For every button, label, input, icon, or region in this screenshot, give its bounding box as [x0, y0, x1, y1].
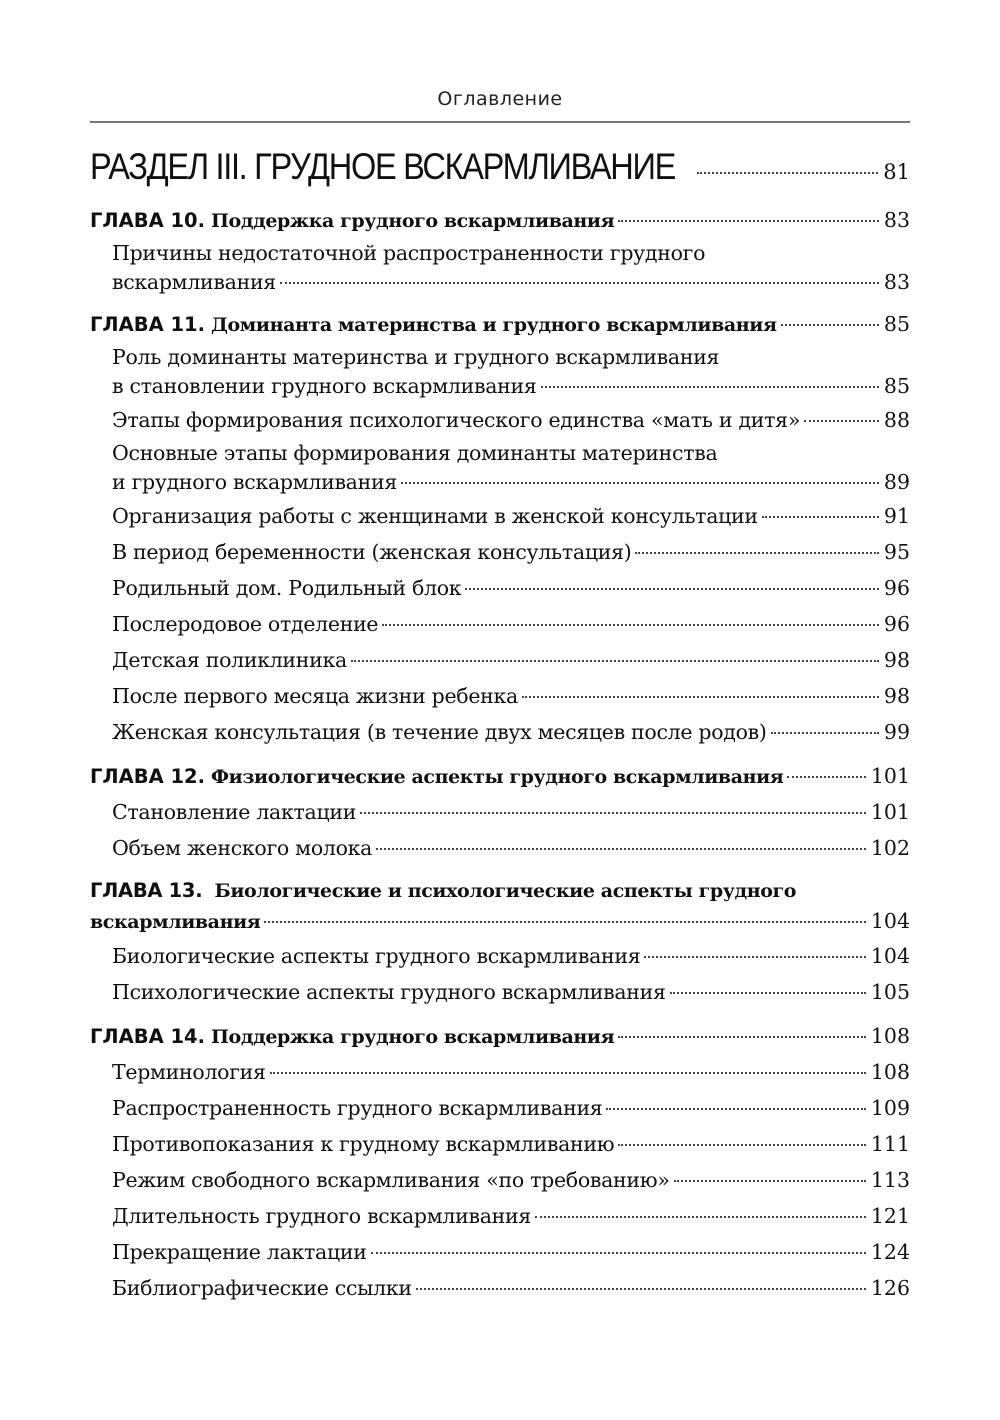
toc-subentry[interactable]	[90, 342, 910, 402]
toc-subentry[interactable]	[90, 498, 910, 534]
chapter-label: ГЛАВА 11.	[90, 313, 206, 336]
chapter-label: ГЛАВА 14.	[90, 1025, 206, 1048]
toc-subentry[interactable]	[90, 1054, 910, 1090]
toc-subentry[interactable]	[90, 830, 910, 866]
toc-subentry[interactable]	[90, 238, 910, 298]
page-number: 96	[883, 612, 910, 636]
page-number: 83	[883, 270, 910, 294]
entry-title-line1: Причины недостаточной распространенности грудного	[112, 241, 706, 265]
entry-title-line2: вскармливания	[112, 270, 276, 294]
entry-title: Женская консультация (в течение двух месяцев после родов)	[112, 720, 767, 744]
dot-leader	[541, 386, 879, 388]
dot-leader	[535, 1216, 866, 1218]
entry-title: Послеродовое отделение	[112, 612, 379, 636]
entry-title-line2: и грудного вскармливания	[112, 470, 397, 494]
page-number: 111	[870, 1132, 910, 1156]
toc-chapter-entry[interactable]	[90, 874, 910, 938]
section-title: РАЗДЕЛ III. ГРУДНОЕ ВСКАРМЛИВАНИЕ	[90, 146, 675, 187]
page-number: 85	[883, 374, 910, 398]
entry-title-line1: Роль доминанты материнства и грудного вскармливания	[112, 345, 720, 369]
dot-leader	[382, 624, 879, 626]
toc-subentry[interactable]	[90, 1234, 910, 1270]
entry-title: Распространенность грудного вскармливания	[112, 1096, 603, 1120]
toc-subentry[interactable]	[90, 1198, 910, 1234]
toc-chapter-entry[interactable]	[90, 1018, 910, 1054]
dot-leader	[644, 956, 865, 958]
toc-subentry[interactable]	[90, 1090, 910, 1126]
dot-leader	[376, 848, 866, 850]
page-number: 98	[883, 648, 910, 672]
chapter-title: Доминанта материнства и грудного вскармливания	[211, 314, 777, 336]
toc-subentry[interactable]	[90, 570, 910, 606]
page-number: 85	[883, 312, 910, 336]
dot-leader	[762, 516, 879, 518]
entry-title: Этапы формирования психологического единства «мать и дитя»	[112, 408, 801, 432]
toc-subentry[interactable]	[90, 974, 910, 1010]
chapter-label: ГЛАВА 12.	[90, 765, 206, 788]
toc-subentry[interactable]	[90, 642, 910, 678]
entry-title: Биологические аспекты грудного вскармливания	[112, 944, 641, 968]
entry-title: В период беременности (женская консультация)	[112, 540, 632, 564]
entry-title: Терминология	[112, 1060, 266, 1084]
toc-chapter-entry[interactable]	[90, 202, 910, 238]
page-number: 126	[870, 1276, 910, 1300]
page-number: 124	[870, 1240, 910, 1264]
page-number: 113	[870, 1168, 910, 1192]
page-number: 98	[883, 684, 910, 708]
page-number: 96	[883, 576, 910, 600]
entry-title: Родильный дом. Родильный блок	[112, 576, 462, 600]
entry-title: Организация работы с женщинами в женской консультации	[112, 504, 758, 528]
entry-title: После первого месяца жизни ребенка	[112, 684, 518, 708]
page-number: 99	[883, 720, 910, 744]
dot-leader	[804, 420, 879, 422]
dot-leader	[270, 1072, 866, 1074]
page-number: 104	[870, 944, 910, 968]
table-of-contents	[90, 140, 910, 1306]
entry-title: Прекращение лактации	[112, 1240, 367, 1264]
entry-title-line1: Основные этапы формирования доминанты материнства	[112, 441, 718, 465]
dot-leader	[465, 588, 879, 590]
page-number: 108	[870, 1060, 910, 1084]
page-number: 95	[883, 540, 910, 564]
dot-leader	[371, 1252, 866, 1254]
dot-leader	[280, 282, 879, 284]
page-number: 109	[870, 1096, 910, 1120]
page-number: 108	[870, 1024, 910, 1048]
dot-leader	[618, 220, 879, 222]
page-number: 88	[883, 408, 910, 432]
dot-leader	[697, 172, 879, 174]
toc-subentry[interactable]	[90, 606, 910, 642]
entry-title: Библиографические ссылки	[112, 1276, 412, 1300]
toc-subentry[interactable]	[90, 1162, 910, 1198]
toc-subentry[interactable]	[90, 1270, 910, 1306]
toc-chapter-entry[interactable]	[90, 758, 910, 794]
toc-subentry[interactable]	[90, 534, 910, 570]
page-number: 102	[870, 836, 910, 860]
dot-leader	[360, 812, 866, 814]
entry-title-line2: в становлении грудного вскармливания	[112, 374, 537, 398]
chapter-label: ГЛАВА 10.	[90, 209, 206, 232]
dot-leader	[635, 552, 878, 554]
dot-leader	[351, 660, 879, 662]
entry-title: Противопоказания к грудному вскармливанию	[112, 1132, 615, 1156]
chapter-title: Физиологические аспекты грудного вскармливания	[211, 766, 784, 788]
dot-leader	[771, 732, 879, 734]
dot-leader	[416, 1288, 866, 1290]
toc-subentry[interactable]	[90, 938, 910, 974]
toc-subentry[interactable]	[90, 402, 910, 438]
entry-title: Становление лактации	[112, 800, 357, 824]
chapter-title: Поддержка грудного вскармливания	[211, 210, 615, 232]
dot-leader	[618, 1036, 866, 1038]
toc-subentry[interactable]	[90, 1126, 910, 1162]
page-number: 121	[870, 1204, 910, 1228]
dot-leader	[618, 1144, 866, 1146]
entry-title: Детская поликлиника	[112, 648, 347, 672]
dot-leader	[787, 776, 865, 778]
dot-leader	[674, 1180, 866, 1182]
page-number: 91	[883, 504, 910, 528]
page-number: 104	[870, 909, 910, 933]
dot-leader	[606, 1108, 865, 1110]
page-number: 101	[870, 800, 910, 824]
entry-title: Объем женского молока	[112, 836, 373, 860]
page-number: 105	[870, 980, 910, 1004]
dot-leader	[670, 992, 866, 994]
toc-subentry[interactable]	[90, 794, 910, 830]
toc-chapter-entry[interactable]	[90, 306, 910, 342]
dot-leader	[522, 696, 879, 698]
page-number: 81	[883, 160, 910, 184]
toc-subentry[interactable]	[90, 714, 910, 750]
running-head: Оглавление	[437, 88, 563, 110]
entry-title: Длительность грудного вскармливания	[112, 1204, 531, 1228]
chapter-title-line1: Биологические и психологические аспекты грудного	[214, 880, 797, 902]
header-rule	[90, 121, 910, 123]
dot-leader	[264, 921, 865, 923]
dot-leader	[401, 482, 879, 484]
chapter-title-line2: вскармливания	[90, 911, 261, 933]
entry-title: Психологические аспекты грудного вскармливания	[112, 980, 666, 1004]
page-number: 101	[870, 764, 910, 788]
page-number: 89	[883, 470, 910, 494]
entry-title: Режим свободного вскармливания «по требованию»	[112, 1168, 670, 1192]
chapter-title: Поддержка грудного вскармливания	[211, 1026, 615, 1048]
chapter-label: ГЛАВА 13.	[90, 879, 203, 902]
dot-leader	[781, 324, 879, 326]
toc-subentry[interactable]	[90, 438, 910, 498]
toc-section-entry[interactable]	[90, 140, 910, 194]
page-number: 83	[883, 208, 910, 232]
toc-subentry[interactable]	[90, 678, 910, 714]
